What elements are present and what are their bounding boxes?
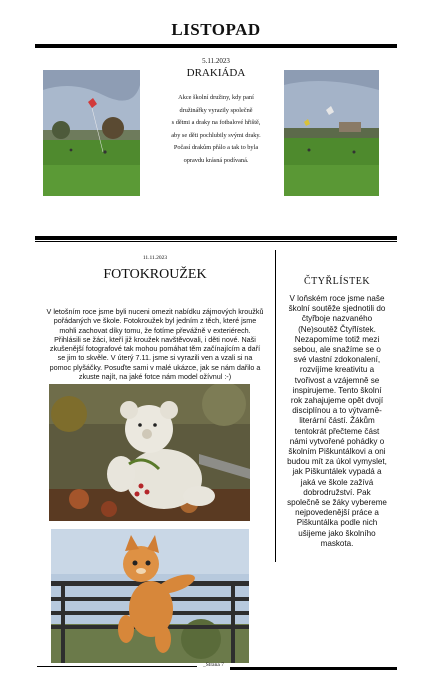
ctyrlistek-line: (Ne)soutěž Čtyřlístek. <box>298 324 376 334</box>
fotokrouzek-line: Přihlásili se žáci, kteří již kroužek navštěvovali, i děti nové. Naši <box>54 334 256 344</box>
fotokrouzek-date: 11.11.2023 <box>142 255 168 261</box>
drakiada-heading: DRAKIÁDA <box>186 67 246 79</box>
ctyrlistek-line: rozvíjíme kreativitu a <box>299 365 375 375</box>
fotokrouzek-line: zkuste najít, na jaké fotce nám model ožívnul :-) <box>78 372 232 382</box>
cat-toy-photo <box>51 529 249 663</box>
ctyrlistek-line: školním Piškuntálkovi a oni <box>288 447 386 457</box>
kite-field-image <box>43 70 140 196</box>
footer-rule-right <box>230 667 397 670</box>
fotokrouzek-line: pomoc plyšáčky. Posuďte sami v malé ukázce, jak se nám dařilo a <box>49 362 261 372</box>
fotokrouzek-line: mohli zachovat díky tomu, že fotíme převážně v exteriérech. <box>59 325 251 335</box>
cat-toy-image <box>51 529 249 663</box>
ctyrlistek-line: jaká ve škole zažívá <box>300 477 374 487</box>
drakiada-text <box>150 92 282 167</box>
ctyrlistek-line: budou mít za úkol vymyslet, <box>287 457 387 467</box>
title-divider <box>35 44 397 48</box>
drakiada-line: s dětmi a draky na fotbalové hřiště, <box>171 119 261 126</box>
page-number: _Strana 7 <box>203 662 224 668</box>
fotokrouzek-line: pořádaných ve škole. Fotokroužek byl jedním z těch, které jsme <box>53 316 257 326</box>
ctyrlistek-line: sebou, ale snažíme se o <box>293 345 381 355</box>
column-separator <box>275 250 276 562</box>
ctyrlistek-heading: ČTYŘLÍSTEK <box>303 276 371 287</box>
ctyrlistek-line: nejpovedenější práce a <box>295 508 379 518</box>
ctyrlistek-line: literární částí. Žákům <box>299 416 375 426</box>
teddy-bear-image <box>49 384 250 521</box>
drakiada-photo-left <box>43 70 140 196</box>
ctyrlistek-line: tvořivost a vzájemně se <box>294 375 380 385</box>
fotokrouzek-line: V letošním roce jsme byli nuceni omezit nabídku zájmových kroužků <box>46 307 264 316</box>
ctyrlistek-line: maskota. <box>320 538 354 548</box>
kite-field-image <box>284 70 379 196</box>
drakiada-line: Akce školní družiny, kdy paní <box>178 94 254 101</box>
ctyrlistek-line: námi vytvořené pohádky o <box>289 436 385 446</box>
section-divider-thin <box>35 241 397 242</box>
ctyrlistek-line: školní soutěže sjednotili do <box>288 304 386 314</box>
ctyrlistek-line: ušijeme jako školního <box>298 528 376 538</box>
fotokrouzek-line: se jim to skvěle. V úterý 7.11. jsme si vyrazili ven a vzali si na <box>57 353 253 363</box>
ctyrlistek-line: čtyřboje nazvaného <box>301 314 373 324</box>
ctyrlistek-line: své vlastní zdokonalení, <box>293 355 381 365</box>
fotokrouzek-text <box>35 307 275 381</box>
drakiada-line: aby se děti pochlubily svými draky. <box>171 131 261 139</box>
ctyrlistek-line: jak Piškuntálek vypadá a <box>292 467 382 477</box>
page-title: LISTOPAD <box>171 20 261 39</box>
drakiada-line: družinářky vyrazily společně <box>179 106 253 114</box>
ctyrlistek-line: V loňském roce jsme naše <box>289 294 385 303</box>
drakiada-date: 5.11.2023 <box>202 57 230 65</box>
ctyrlistek-line: inspirujeme. Tento školní <box>292 385 382 395</box>
ctyrlistek-line: Piškuntálka podle nich <box>296 518 378 528</box>
fotokrouzek-line: zkušenější fotografové tak mohou pomáhat těm začínajícím a daří <box>49 344 261 354</box>
ctyrlistek-line: společně se žáky vybereme <box>287 498 387 508</box>
ctyrlistek-text <box>277 294 397 549</box>
ctyrlistek-line: Nezapomíme totiž mezi <box>294 334 380 344</box>
drakiada-photo-right <box>284 70 379 196</box>
teddy-bear-photo <box>49 384 250 521</box>
section-divider <box>35 236 397 240</box>
ctyrlistek-line: tentokrát přečteme část <box>294 426 380 436</box>
ctyrlistek-line: rok zahajujeme opět dvojí <box>290 396 384 406</box>
footer-line <box>37 666 197 667</box>
drakiada-line: Počasí drakům přálo a tak to byla <box>173 144 259 151</box>
fotokrouzek-heading: FOTOKROUŽEK <box>103 267 207 282</box>
drakiada-line: opravdu krásná podívaná. <box>183 156 249 164</box>
ctyrlistek-line: dobrodružství. Pak <box>303 487 371 497</box>
ctyrlistek-line: disciplínou a to výtvarně- <box>292 406 382 416</box>
